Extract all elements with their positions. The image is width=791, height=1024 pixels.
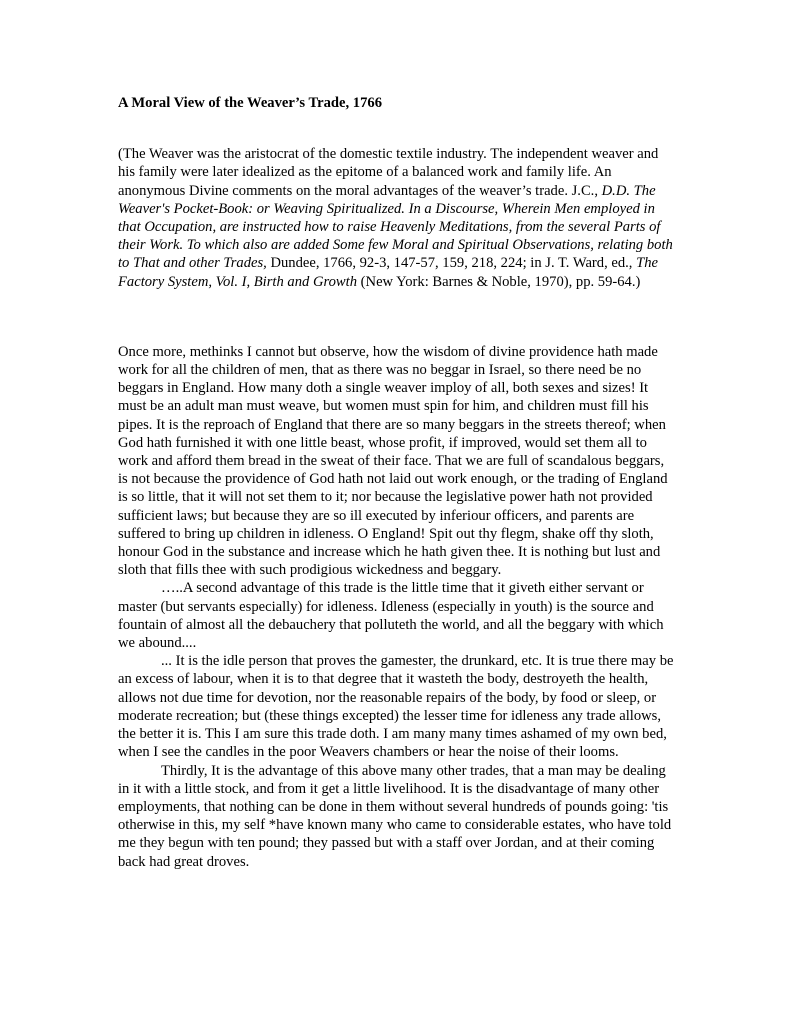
intro-source-title: D.D. The Weaver's Pocket-Book: or Weaving Spiritualized. In a Discourse, Wherein Men employed in that Occupation, are instructed how to raise Heavenly Meditations, from the several Parts of their Work. To which also are added Some few Moral and Spiritual Observations, relating both to That and other Trades,: [118, 182, 673, 272]
body-paragraph-2: …..A second advantage of this trade is the little time that it giveth either servant or master (but servants especially) for idleness. Idleness (especially in youth) is the source and fountain of almost all the debauchery that polluteth the world, and all the beggary with which we abound....: [118, 580, 664, 652]
intro-text-2: Dundee, 1766, 92-3, 147-57, 159, 218, 224; in J. T. Ward, ed.,: [266, 255, 637, 272]
intro-paragraph: [118, 145, 676, 291]
intro-text-1: (The Weaver was the aristocrat of the domestic textile industry. The independent weaver and his family were later idealized as the epitome of a balanced work and family life. An anonymous Divine comments on the moral advantages of the weaver’s trade. J.C.,: [118, 146, 659, 199]
body-paragraph-4: Thirdly, It is the advantage of this above many other trades, that a man may be dealing in it with a little stock, and from it get a little livelihood. It is the disadvantage of many other employments, that nothing can be done in them without several hundreds of pounds going: 'tis otherwise in this, my self *have known many who came to considerable estates, who have told me they begun with ten pound; they passed but with a staff over Jordan, and at their coming back had great droves.: [118, 762, 672, 870]
body-paragraph-1: Once more, methinks I cannot but observe, how the wisdom of divine providence hath made work for all the children of men, that as there was no beggar in Israel, so there need be no beggars in England. How many doth a single weaver imploy of all, both sexes and sizes! It must be an adult man must weave, but women must spin for him, and children must fill his pipes. It is the reproach of England that there are so many beggars in the streets thereof; when God hath furnished it with one little beast, whose profit, if improved, would set them all to work and afford them bread in the sweat of their face. That we are full of scandalous beggars, is not because the providence of God hath not laid out work enough, or the trading of England is so little, that it will not set them to it; nor because the legislative power hath not provided sufficient laws; but because they are so ill executed by inferiour officers, and parents are suffered to bring up children in idleness. O England! Spit out thy flegm, shake off thy sloth, honour God in the substance and increase which he hath given thee. It is nothing but lust and sloth that fills thee with such prodigious wickedness and beggary.: [118, 343, 668, 579]
intro-book-title: The Factory System, Vol. I, Birth and Growth: [118, 255, 658, 290]
body-paragraph-3: ... It is the idle person that proves the gamester, the drunkard, etc. It is true there may be an excess of labour, when it is to that degree that it wasteth the body, destroyeth the health, allows not due time for devotion, nor the reasonable repairs of the body, by food or sleep, or moderate recreation; but (these things excepted) the lesser time for idleness any trade allows, the better it is. This I am sure this trade doth. I am many many times ashamed of my own bed, when I see the candles in the poor Weavers chambers or hear the noise of their looms.: [118, 653, 674, 761]
document-page: [118, 94, 676, 871]
intro-text-3: (New York: Barnes & Noble, 1970), pp. 59-64.): [357, 273, 641, 290]
body-text: [118, 343, 676, 871]
document-title: A Moral View of the Weaver’s Trade, 1766: [118, 95, 382, 111]
